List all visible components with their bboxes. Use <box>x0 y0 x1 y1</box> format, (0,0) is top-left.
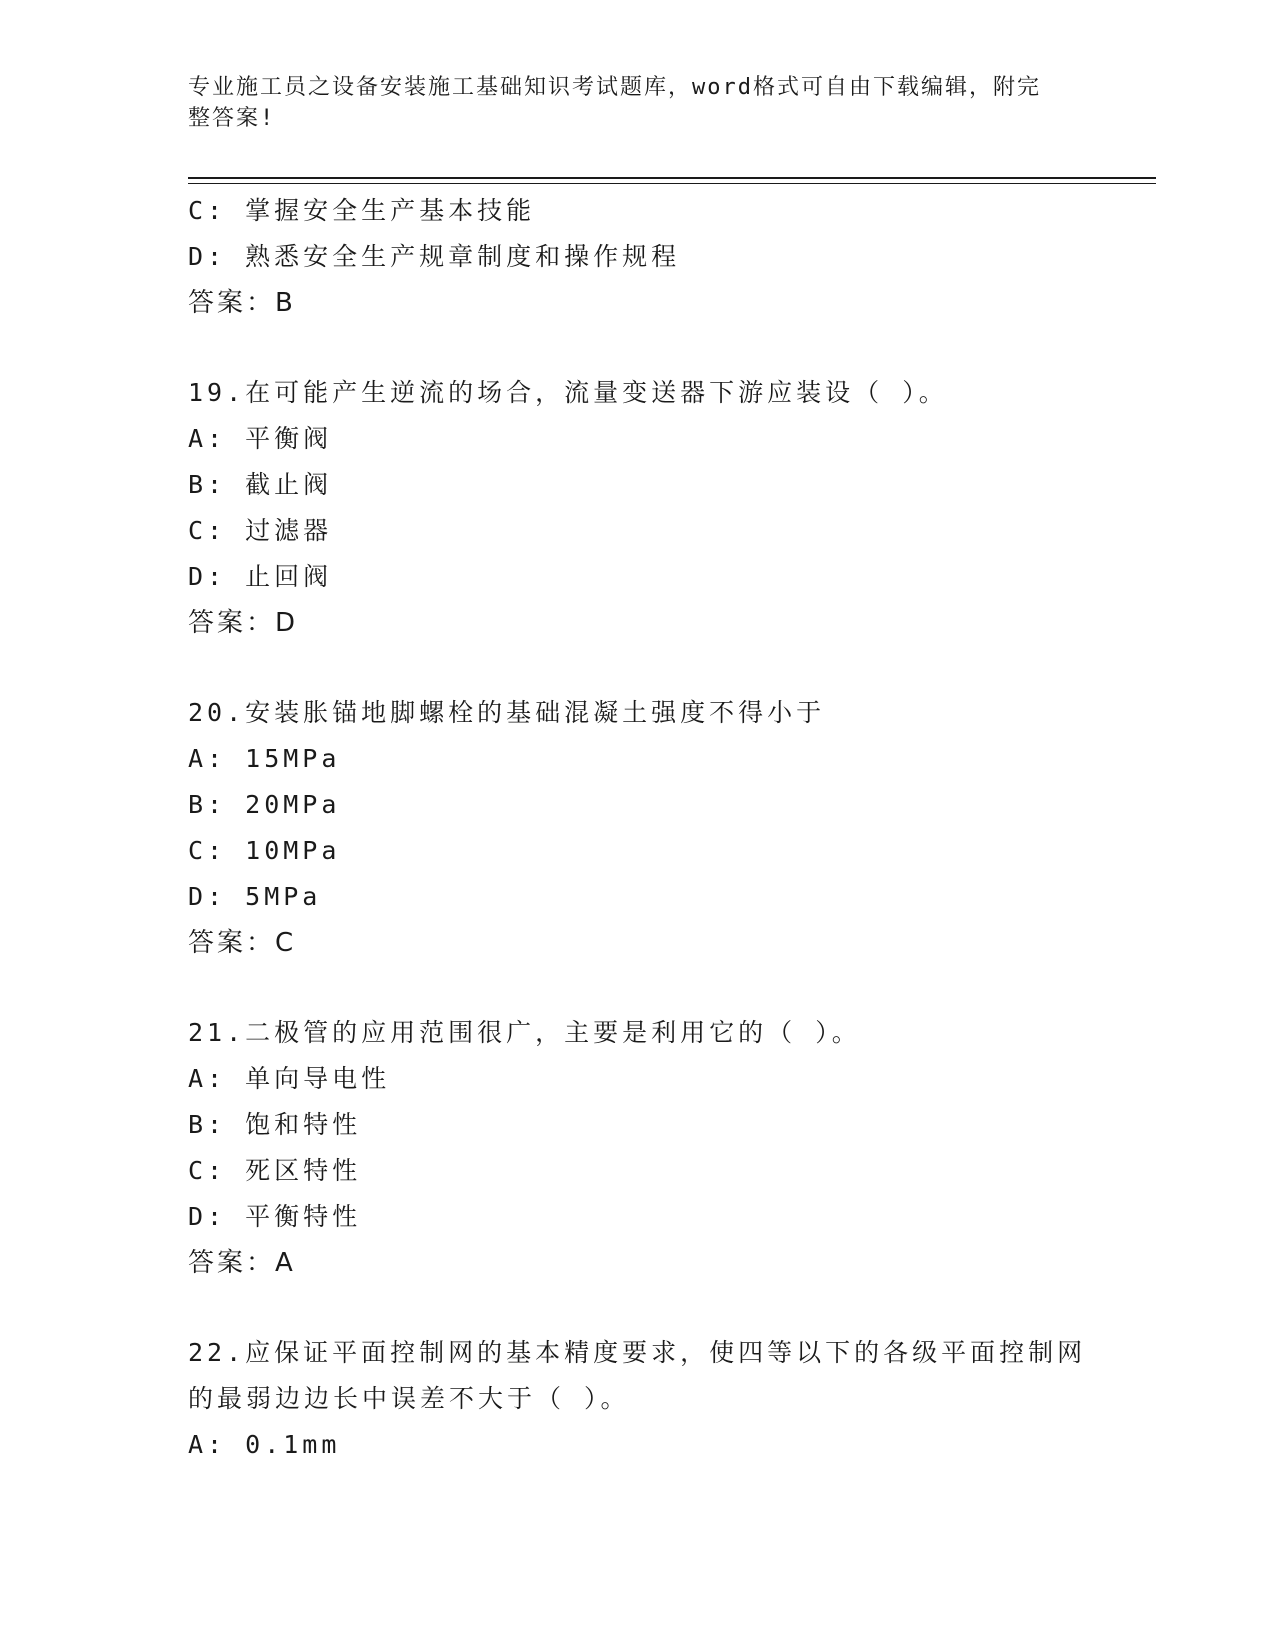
question-21 <box>188 1010 1088 1286</box>
option-a: A: 15MPa <box>188 744 341 773</box>
option-a: A: 0.1mm <box>188 1430 341 1459</box>
question-19 <box>188 370 1088 646</box>
spacer <box>188 1286 1088 1330</box>
answer-line: 答案：A <box>188 1248 296 1278</box>
question-text-line-2: 的最弱边边长中误差不大于（ ）。 <box>188 1384 630 1413</box>
previous-question-tail <box>188 188 1088 326</box>
option-d: D: 平衡特性 <box>188 1202 362 1231</box>
option-b: B: 20MPa <box>188 790 341 819</box>
question-content <box>188 188 1088 1468</box>
option-a: A: 单向导电性 <box>188 1064 391 1093</box>
option-d: D: 熟悉安全生产规章制度和操作规程 <box>188 242 681 271</box>
option-c: C: 过滤器 <box>188 516 333 545</box>
header-divider-thin <box>188 183 1156 184</box>
option-a: A: 平衡阀 <box>188 424 333 453</box>
question-text: 19.在可能产生逆流的场合，流量变送器下游应装设（ ）。 <box>188 378 948 407</box>
option-d: D: 5MPa <box>188 882 322 911</box>
option-c: C: 死区特性 <box>188 1156 362 1185</box>
option-c: C: 掌握安全生产基本技能 <box>188 196 536 225</box>
spacer <box>188 646 1088 690</box>
spacer <box>188 326 1088 370</box>
question-text: 21.二极管的应用范围很广，主要是利用它的（ ）。 <box>188 1018 861 1047</box>
option-d: D: 止回阀 <box>188 562 333 591</box>
header-line-1: 专业施工员之设备安装施工基础知识考试题库，word格式可自由下载编辑，附完 <box>188 75 1041 100</box>
question-22 <box>188 1330 1088 1468</box>
question-20 <box>188 690 1088 966</box>
header-line-2: 整答案! <box>188 106 276 131</box>
answer-line: 答案：C <box>188 928 297 958</box>
option-b: B: 饱和特性 <box>188 1110 362 1139</box>
answer-line: 答案：D <box>188 608 299 638</box>
option-c: C: 10MPa <box>188 836 341 865</box>
header-divider-thick <box>188 177 1156 179</box>
answer-line: 答案：B <box>188 288 296 318</box>
spacer <box>188 966 1088 1010</box>
question-text: 20.安装胀锚地脚螺栓的基础混凝土强度不得小于 <box>188 698 826 727</box>
document-header <box>188 72 1068 134</box>
option-b: B: 截止阀 <box>188 470 333 499</box>
question-text-line-1: 22.应保证平面控制网的基本精度要求，使四等以下的各级平面控制网 <box>188 1338 1087 1367</box>
